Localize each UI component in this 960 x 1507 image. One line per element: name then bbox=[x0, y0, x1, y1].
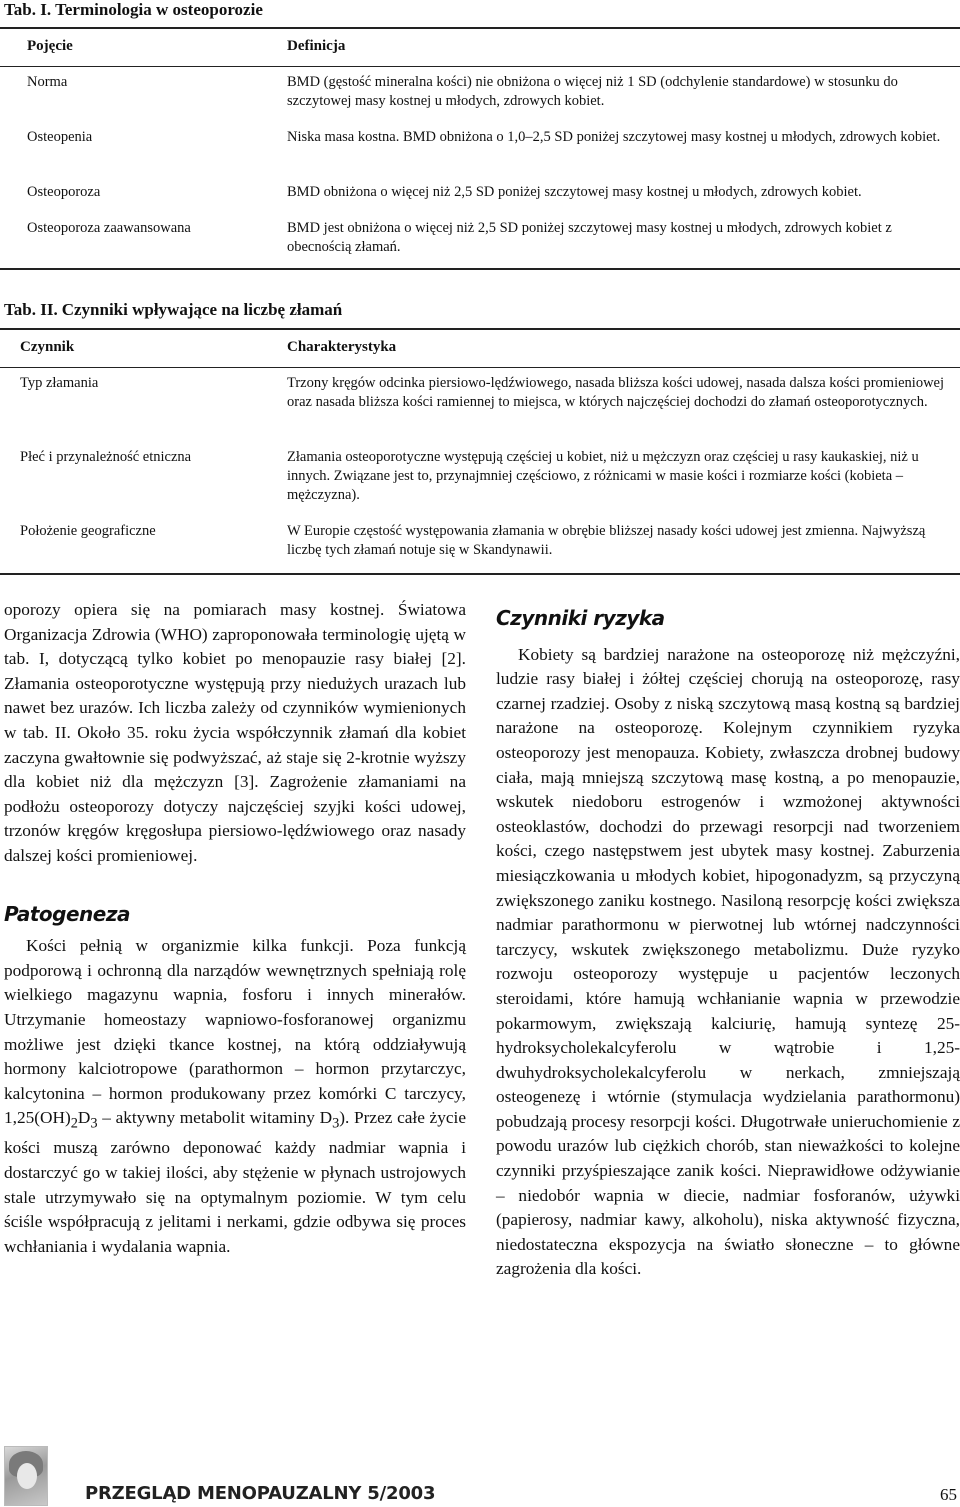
table-header bbox=[0, 27, 960, 67]
column-header-factor: Czynnik bbox=[20, 339, 75, 355]
right-column bbox=[496, 606, 960, 1282]
table-title bbox=[4, 0, 263, 20]
section-heading-pathogenesis: Patogeneza bbox=[4, 901, 130, 926]
description-cell: W Europie częstość występowania złamania w obrębie bliższej nasady kości udowej jest zmienna. Najwyższą liczbę tych złamań notuje się w Skandynawii. bbox=[287, 523, 926, 558]
table-title bbox=[4, 300, 342, 320]
definition-cell: Niska masa kostna. BMD obniżona o 1,0–2,5 SD poniżej szczytowej masy kostnej u młodych, zdrowych kobiet. bbox=[287, 129, 941, 145]
term-cell: Osteoporoza zaawansowana bbox=[27, 220, 191, 236]
subscript: 3 bbox=[332, 1115, 340, 1132]
factor-cell: Typ złamania bbox=[20, 375, 99, 391]
risk-factors-paragraph: Kobiety są bardziej narażone na osteoporozę niż mężczyźni, ludzie rasy białej i żółtej częściej chorują na osteoporozę, rasy czarnej rzadziej. Osoby z niską szczytową masą kostną są bardziej narażone na osteoporozę. Kolejnym czynnikiem ryzyka osteoporozy jest menopauza. Kobiety, zwłaszcza drobnej budowy ciała, mają mniejszą szczytową masę kostną, a po menopauzie, wskutek niedoboru estrogenów i wzmożonej aktywności osteoklastów, dochodzi do przewagi resorpcji nad tworzeniem kości, czego następstwem jest ubytek masy kostnej. Zaburzenia miesiączkowania u młodych kobiet, hipogonadyzm, są przyczyną zwiększonego zaniku kostnego. Nasiloną resorpcję kości zwiększa nadmiar parathormonu w pierwotnej lub wtórnej nadczynności tarczycy, wskutek zwiększonego metabolizmu. Duże ryzyko rozwoju osteoporozy występuje u pacjentów leczonych steroidami, które hamują wchłanianie wapnia w przewodzie pokarmowym, zwiększają kalciurię, hamują syntezę 25-hydroksycholekalcyferolu w wątrobie i 1,25-dwuhydroksycholekalcyferolu w nerkach, zmniejszają osteogenezę i wtórnie (stymulacja wydzielania parathormonu) pobudzają procesy resorpcji kości. Długotrwałe unieruchomienie z powodu urazów lub ciężkich chorób, stan nieważkości to kolejne czynniki przyśpieszające zanik kości. Nieprawidłowe odżywianie – niedobór wapnia w diecie, nadmiar fosforanów, używki (papierosy, nadmiar kawy, alkoholu), niska aktywność fizyczna, niedostateczna ekspozycja na światło słoneczne – to główne zagrożenia dla kości. bbox=[496, 644, 960, 1279]
factor-cell: Położenie geograficzne bbox=[20, 523, 156, 539]
page-footer bbox=[0, 1440, 960, 1507]
intro-paragraph: oporozy opiera się na pomiarach masy kostnej. Światowa Organizacja Zdrowia (WHO) zaproponowała terminologię ujętą w tab. I, dotyczącą tylko kobiet po menopauzie rasy białej [2]. Złamania osteoporotyczne występują przy niedużych urazach lub nawet bez urazów. Ich liczba zależy od czynników wymienionych w tab. II. Około 35. roku życia współczynnik złamań dla kobiet zaczyna gwałtownie się podwyższać, aż staje się 2-krotnie wyższy dla kobiet niż dla mężczyzn [3]. Zagrożenie złamaniami na podłożu osteoporozy dotyczy najczęściej szyjki kości udowej, trzonów kręgów kręgosłupa piersiowo-lędźwiowego oraz nasady dalszej kości promieniowej. bbox=[4, 600, 466, 865]
definition-cell: BMD (gęstość mineralna kości) nie obniżona o więcej niż 1 SD (odchylenie standardowe) w stosunku do szczytowej masy kostnej u młodych, zdrowych kobiet. bbox=[287, 74, 898, 109]
table-header bbox=[0, 328, 960, 368]
term-cell: Osteopenia bbox=[27, 129, 93, 145]
subscript: 2 bbox=[70, 1115, 78, 1132]
term-cell: Osteoporoza bbox=[27, 184, 101, 200]
description-cell: Złamania osteoporotyczne występują częściej u kobiet, niż u mężczyzn oraz częściej u rasy kaukaskiej, niż u innych. Związane jest to, przynajmniej częściowo, z różnicami w masie kości i rozmiarze kości (kobieta – mężczyzna). bbox=[287, 449, 919, 503]
journal-title: PRZEGLĄD MENOPAUZALNY 5/2003 bbox=[85, 1483, 436, 1504]
column-header-definition: Definicja bbox=[287, 38, 346, 54]
table-caption: Czynniki wpływające na liczbę złamań bbox=[61, 300, 343, 319]
description-cell: Trzony kręgów odcinka piersiowo-lędźwiowego, nasada bliższa kości udowej, nasada dalsza kości promieniowej oraz nasada bliższa kości ramiennej to miejsca, w których najczęściej dochodzi do złamań osteoporotycznych. bbox=[287, 375, 945, 410]
pathogenesis-paragraph: Kości pełnią w organizmie kilka funkcji. Poza funkcją podporową i ochronną dla narządów wewnętrznych spełniają rolę wielkiego magazynu wapnia, fosforu i innych minerałów. Utrzymanie homeostazy wapniowo-fosforanowej organizmu możliwe jest dzięki tkance kostnej, na którą oddziaływują hormony kalciotropowe (parathormon – hormon przytarczyc, kalcytonina – hormon produkowany przez komórki C tarczycy, $1,25(OH)_2D_3$ – aktywny metabolit witaminy $D_3$). Przez całe życie kości muszą zarówno deponować każdy nadmiar wapnia i dostarczyć go w takiej ilości, aby stężenie w płynach ustrojowych stale utrzymywało się na optymalnym poziomie. W tym celu ściśle współpracują z jelitami i nerkami, gdzie odbywa się proces wchłaniania i wydalania wapnia. bbox=[4, 936, 466, 1256]
definition-cell: BMD obniżona o więcej niż 2,5 SD poniżej szczytowej masy kostnej u młodych, zdrowych kobiet. bbox=[287, 184, 862, 200]
term-cell: Norma bbox=[27, 74, 68, 90]
table-bottom-rule bbox=[0, 573, 960, 575]
column-header-description: Charakterystyka bbox=[287, 339, 397, 355]
column-header-term: Pojęcie bbox=[27, 38, 73, 54]
table-bottom-rule bbox=[0, 268, 960, 270]
table-label: Tab. I. bbox=[4, 0, 52, 19]
left-column bbox=[4, 598, 466, 1259]
subscript: 3 bbox=[90, 1115, 98, 1132]
table-label: Tab. II. bbox=[4, 300, 58, 319]
section-heading-risk-factors: Czynniki ryzyka bbox=[496, 606, 665, 630]
page-number: 65 bbox=[940, 1485, 957, 1504]
factor-cell: Płeć i przynależność etniczna bbox=[20, 449, 192, 465]
table-caption: Terminologia w osteoporozie bbox=[55, 0, 263, 19]
definition-cell: BMD jest obniżona o więcej niż 2,5 SD poniżej szczytowej masy kostnej u młodych, zdrowych kobiet z obecnością złamań. bbox=[287, 220, 892, 255]
portrait-photo bbox=[4, 1446, 48, 1506]
